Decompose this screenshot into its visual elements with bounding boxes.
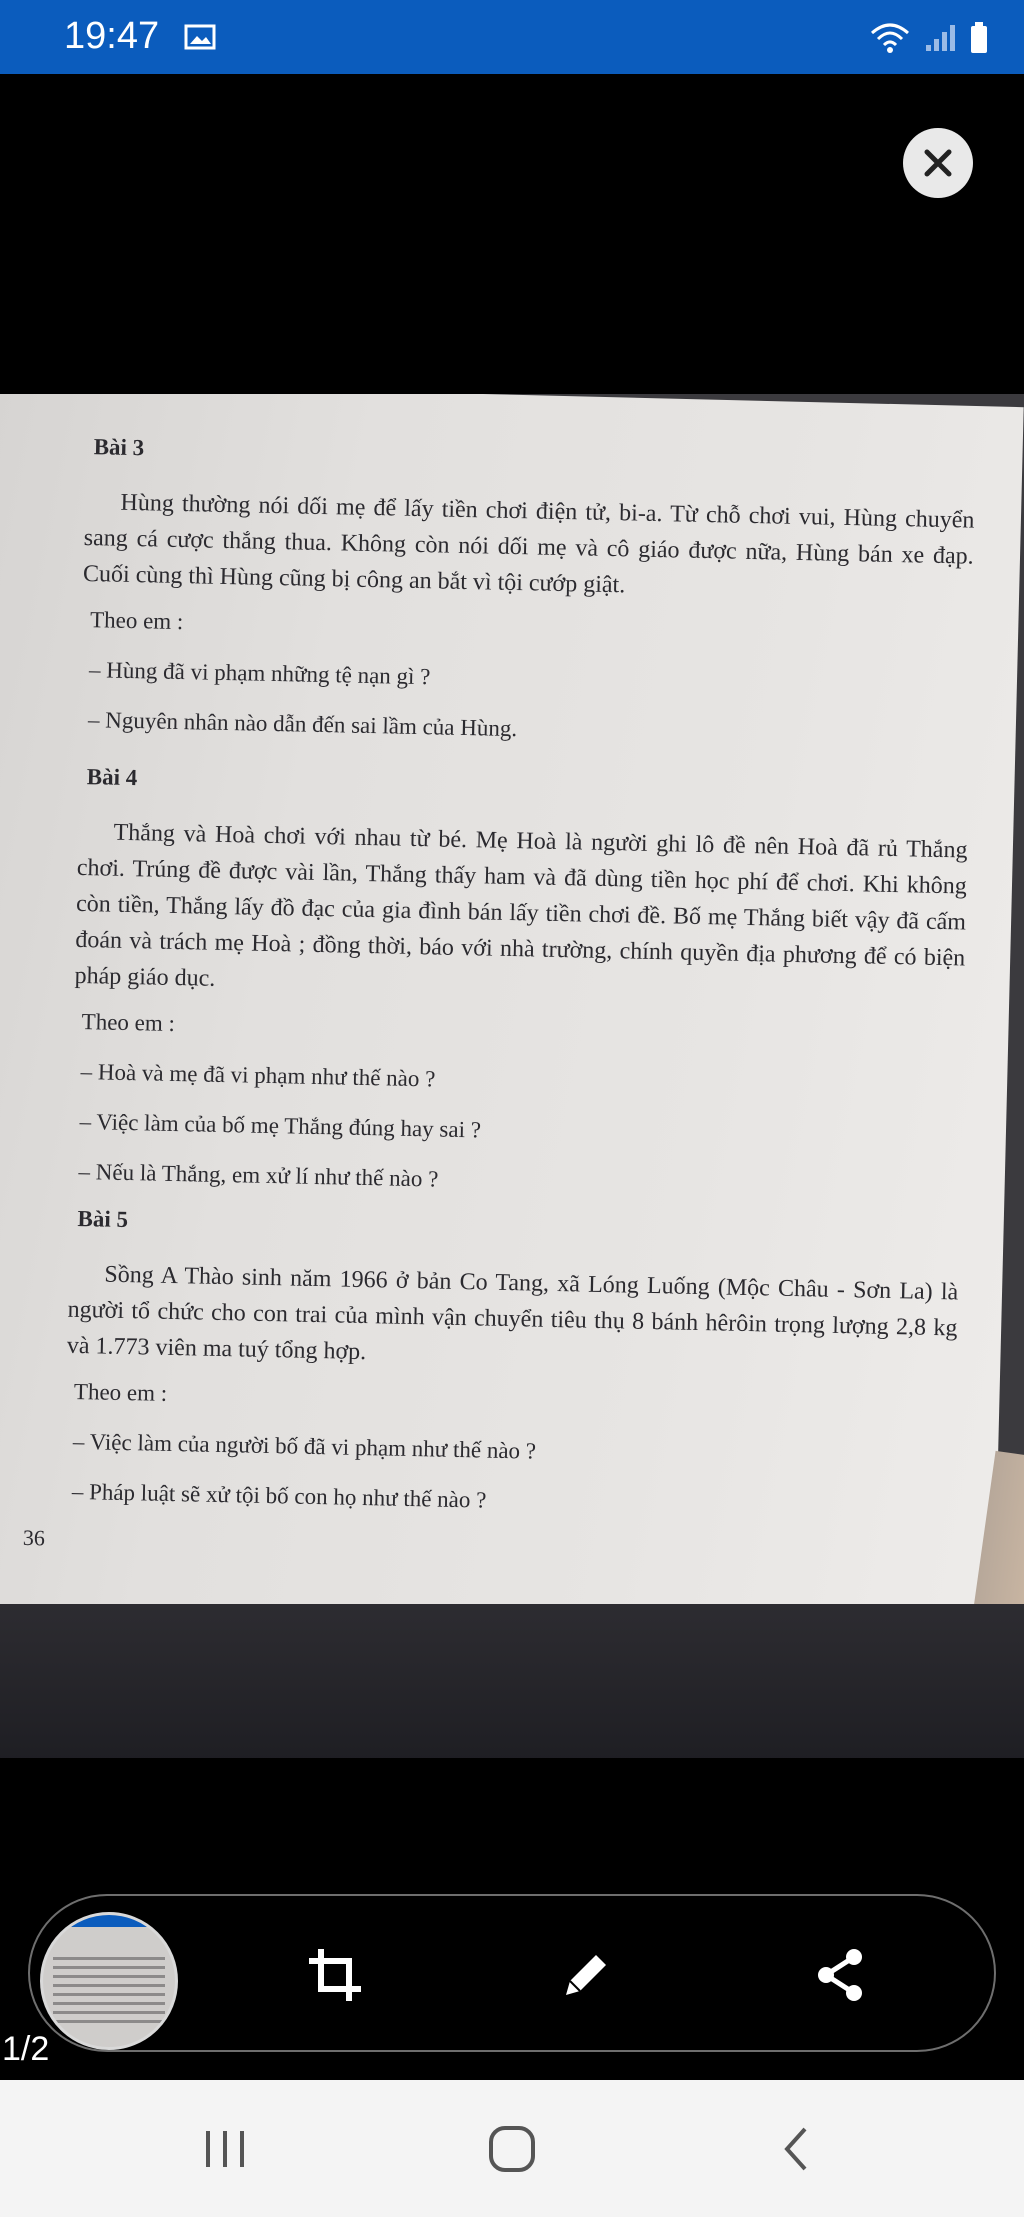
back-button[interactable]	[752, 2104, 842, 2194]
section-heading: Bài 5	[77, 1205, 129, 1233]
question-item: – Việc làm của bố mẹ Thắng đúng hay sai ?	[79, 1109, 482, 1143]
back-icon	[777, 2125, 817, 2173]
status-time: 19:47	[64, 15, 160, 57]
status-icons	[870, 18, 988, 58]
section-paragraph: Thắng và Hoà chơi với nhau từ bé. Mẹ Hoà là người ghi lô đề nên Hoà đã rủ Thắng chơi. Trúng đề được vài lần, Thắng thấy ham và đã dùng tiền học phí để chơi. Khi không còn tiền, Thắng lấy đồ đạc của gia đình bán lấy tiền chơi đề. Bố mẹ Thắng biết vậy đã cấm đoán và trách mẹ Hoà ; đồng thời, báo với nhà trường, chính quyền địa phương để có biện pháp giáo dục.	[74, 819, 968, 992]
signal-icon	[924, 23, 956, 53]
close-icon	[921, 146, 955, 180]
crop-button[interactable]	[295, 1935, 375, 2015]
section-bai-3	[80, 434, 976, 755]
section-paragraph: Hùng thường nói dối mẹ để lấy tiền chơi điện tử, bi-a. Từ chỗ chơi vui, Hùng chuyển sang cá cược thắng thua. Không còn nói dối mẹ và cô giáo được nữa, Hùng bán xe đạp. Cuối cùng thì Hùng cũng bị công an bắt vì tội cướp giật.	[82, 489, 975, 599]
section-lead: Theo em :	[81, 1009, 176, 1036]
section-lead: Theo em :	[73, 1378, 168, 1406]
document-photo	[0, 394, 1024, 1758]
close-button[interactable]	[903, 128, 973, 198]
thumbnail-header	[43, 1915, 175, 1927]
share-icon	[812, 1947, 868, 2003]
question-item: – Hùng đã vi phạm những tệ nạn gì ?	[88, 657, 431, 690]
thumbnail-text	[53, 1957, 165, 2029]
page-number: 36	[22, 1524, 46, 1551]
wifi-icon	[870, 21, 910, 55]
status-bar	[0, 0, 1024, 74]
recent-apps-icon	[202, 2129, 248, 2169]
section-heading: Bài 4	[86, 764, 138, 791]
crop-icon	[305, 1945, 365, 2005]
pen-icon	[556, 1945, 616, 2005]
battery-icon	[970, 22, 988, 54]
home-button[interactable]	[467, 2104, 557, 2194]
photo-background	[0, 1604, 1024, 1758]
section-lead: Theo em :	[89, 607, 184, 635]
section-heading: Bài 3	[93, 434, 145, 461]
page-thumbnail[interactable]	[40, 1912, 178, 2050]
share-button[interactable]	[800, 1935, 880, 2015]
question-item: – Hoà và mẹ đã vi phạm như thế nào ?	[80, 1059, 436, 1092]
gallery-icon	[184, 24, 216, 50]
question-item: – Nguyên nhân nào dẫn đến sai lầm của Hùng.	[87, 707, 518, 742]
question-item: – Nếu là Thắng, em xử lí như thế nào ?	[78, 1159, 439, 1192]
page-text	[22, 434, 976, 1570]
edit-button[interactable]	[546, 1935, 626, 2015]
navigation-bar	[0, 2080, 1024, 2217]
section-bai-5	[64, 1206, 960, 1527]
page-counter: 1/2	[2, 2030, 50, 2068]
section-bai-4	[70, 764, 969, 1207]
section-paragraph: Sồng A Thào sinh năm 1966 ở bản Co Tang, xã Lóng Luống (Mộc Châu - Sơn La) là người tổ chức cho con trai của mình vận chuyển tiêu thụ 8 bánh hêrôin trọng lượng 2,8 kg và 1.773 viên ma tuý tổng hợp.	[66, 1261, 959, 1366]
recent-apps-button[interactable]	[180, 2104, 270, 2194]
home-icon	[487, 2124, 537, 2174]
question-item: – Việc làm của người bố đã vi phạm như thế nào ?	[72, 1428, 537, 1464]
question-item: – Pháp luật sẽ xử tội bố con họ như thế nào ?	[71, 1478, 487, 1513]
